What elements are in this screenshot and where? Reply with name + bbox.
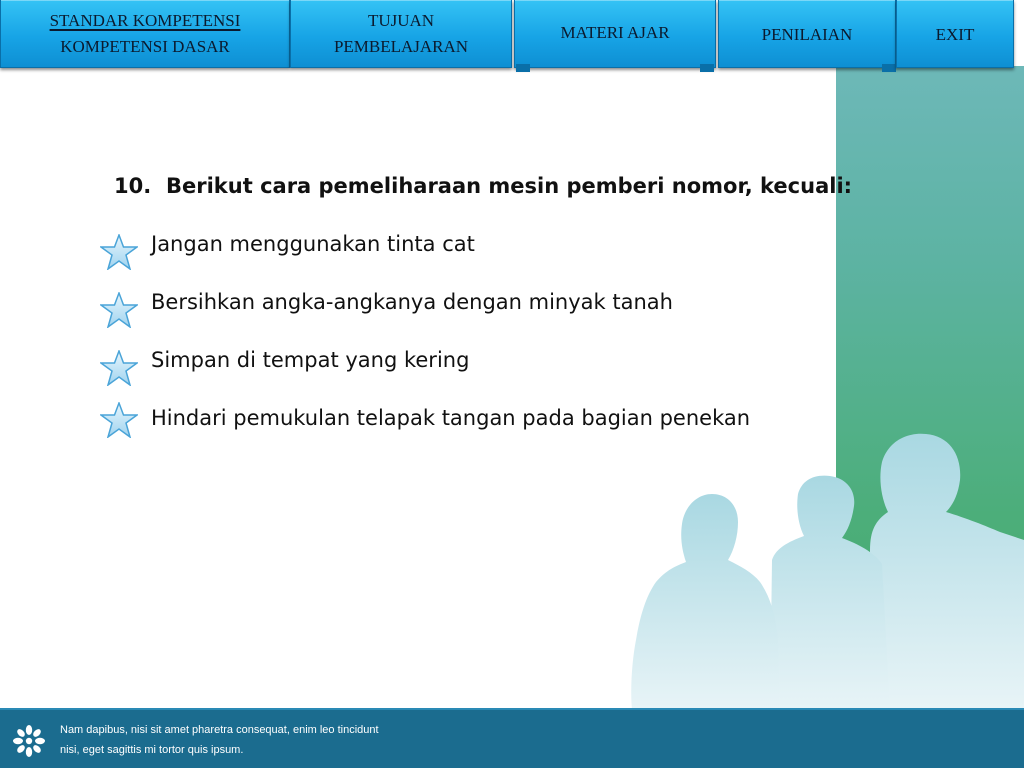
nav-standar-label: STANDAR KOMPETENSI	[49, 10, 241, 30]
answer-option-text: Jangan menggunakan tinta cat	[151, 232, 475, 256]
footer-bar	[0, 708, 1024, 768]
question-number: 10.	[114, 174, 152, 198]
people-silhouette-graphic	[620, 420, 1024, 710]
answer-option[interactable]	[100, 402, 840, 460]
answer-option[interactable]	[100, 286, 840, 344]
tab-foot-decoration	[700, 64, 714, 72]
star-icon	[100, 402, 138, 438]
answer-option-text: Simpan di tempat yang kering	[151, 348, 470, 372]
nav-materi-label: MATERI AJAR	[560, 23, 670, 42]
nav-tujuan-label: TUJUAN	[367, 10, 435, 30]
star-icon	[100, 350, 138, 386]
footer-text	[60, 720, 480, 760]
nav-pembelajaran-label: PEMBELAJARAN	[333, 36, 469, 56]
top-navigation	[0, 0, 1024, 70]
nav-exit-button[interactable]	[896, 0, 1014, 68]
nav-materi-ajar-button[interactable]	[514, 0, 716, 68]
answer-option-text: Bersihkan angka-angkanya dengan minyak tanah	[151, 290, 673, 314]
answer-option[interactable]	[100, 228, 840, 286]
nav-kompetensi-dasar-label: KOMPETENSI DASAR	[60, 36, 230, 56]
nav-exit-label: EXIT	[935, 25, 975, 44]
star-icon	[100, 292, 138, 328]
flower-icon	[12, 724, 46, 758]
tab-foot-decoration	[882, 64, 896, 72]
answer-option[interactable]	[100, 344, 840, 402]
nav-penilaian-label: PENILAIAN	[761, 25, 853, 44]
answer-option-text: Hindari pemukulan telapak tangan pada bagian penekan	[151, 406, 751, 430]
question-text: Berikut cara pemeliharaan mesin pemberi nomor, kecuali:	[166, 174, 853, 198]
answer-options-list	[100, 228, 840, 460]
nav-tujuan-pembelajaran-button[interactable]	[290, 0, 512, 68]
footer-text-line: nisi, eget sagittis mi tortor quis ipsum.	[60, 744, 244, 756]
footer-text-line: Nam dapibus, nisi sit amet pharetra consequat, enim leo tincidunt	[60, 724, 379, 736]
nav-penilaian-button[interactable]	[718, 0, 896, 68]
tab-foot-decoration	[516, 64, 530, 72]
star-icon	[100, 234, 138, 270]
question-heading	[114, 174, 854, 198]
nav-standar-kompetensi-button[interactable]	[0, 0, 290, 68]
